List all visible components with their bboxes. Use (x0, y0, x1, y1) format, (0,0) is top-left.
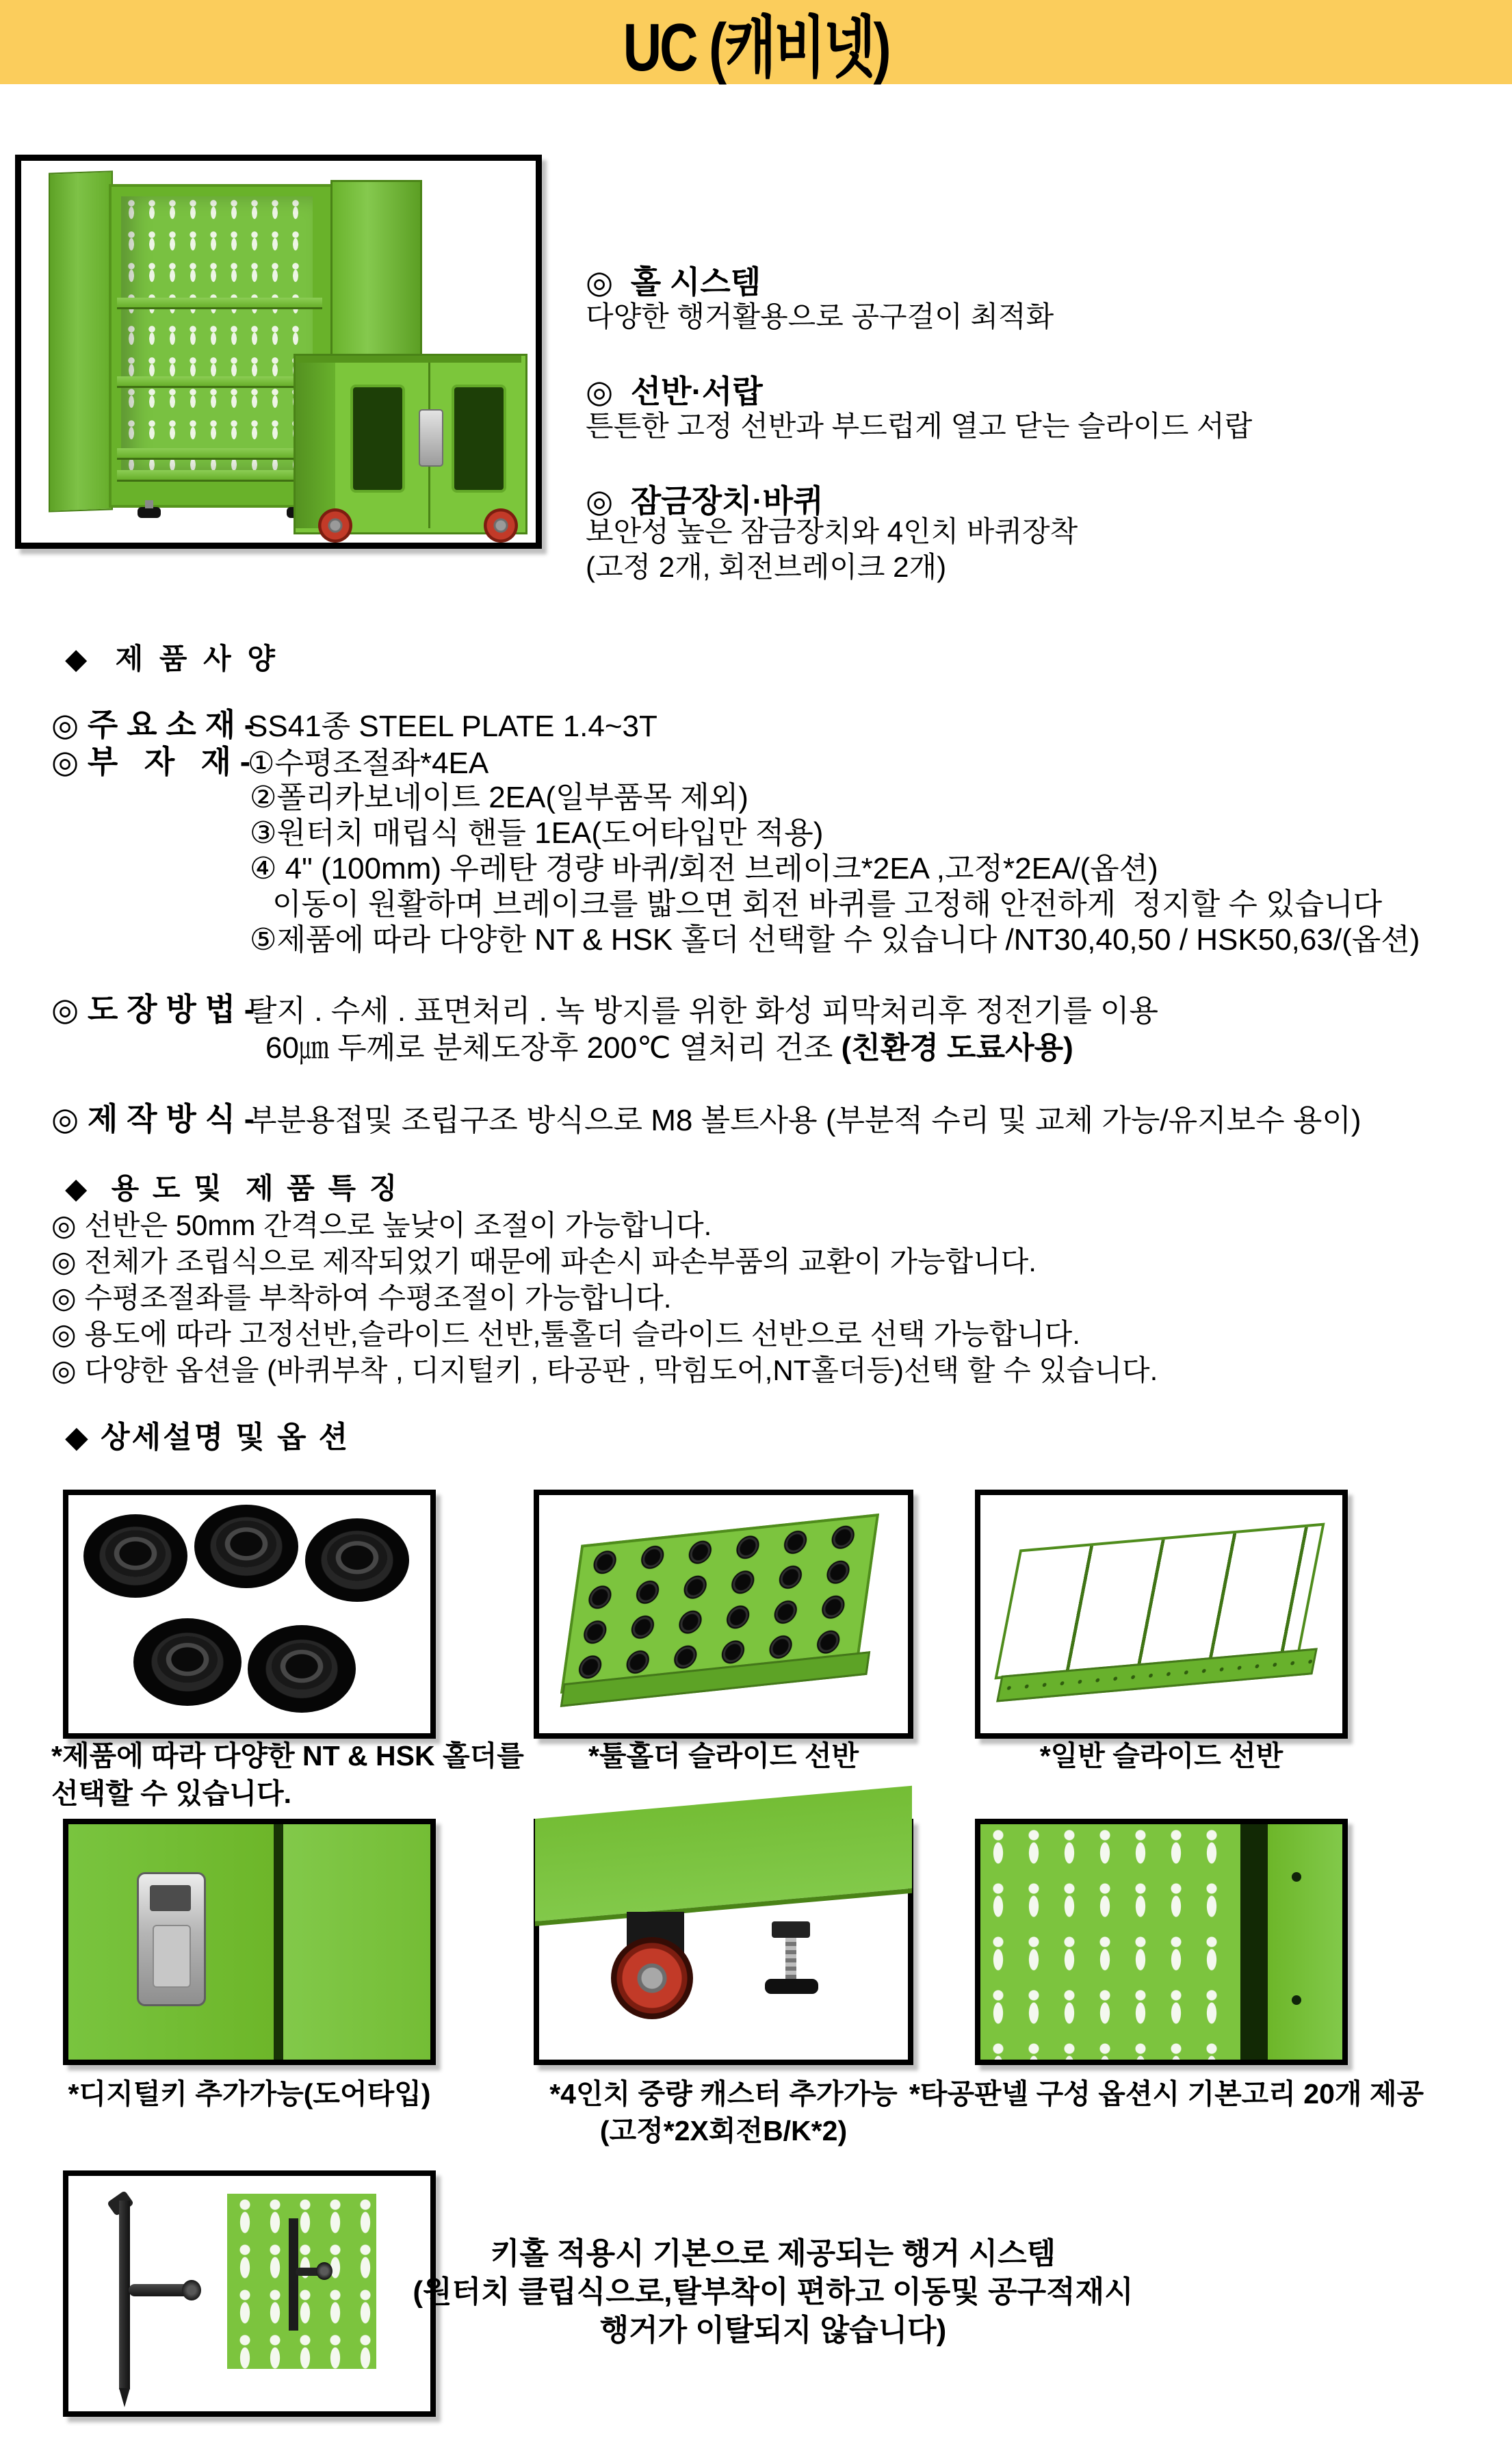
spec-line: ②폴리카보네이트 2EA(일부품목 제외) (250, 781, 748, 814)
spec-value: 부분용접및 조립구조 방식으로 M8 볼트사용 (부분적 수리 및 교체 가능/유지보수 용이) (248, 1104, 1361, 1137)
feature-heading: ◎ 잠금장치·바퀴 (586, 483, 824, 519)
painting-line2: 60㎛ 두께로 분체도장후 200℃ 열처리 건조 (265, 1031, 842, 1065)
usage-item: ◎ 선반은 50mm 간격으로 높낮이 조절이 가능합니다. (51, 1209, 712, 1241)
pegboard-panel (980, 1824, 1240, 2060)
cabinet-bottom-panel (535, 1786, 912, 1926)
product-image-box (15, 155, 542, 549)
hanger-note: 키홀 적용시 기본으로 제공되는 행거 시스템 (490, 2237, 1056, 2270)
usage-item: ◎ 수평조절좌를 부착하여 수평조절이 가능합니다. (51, 1282, 672, 1314)
feature-line: (고정 2개, 회전브레이크 2개) (586, 551, 947, 583)
spec-value: ①수평조절좌*4EA (248, 747, 489, 780)
short-cabinet-side (296, 363, 335, 528)
nt-holder (194, 1505, 298, 1588)
hanger-note: 행거가 이탈되지 않습니다) (599, 2313, 947, 2347)
option-caption: *타공판넬 구성 옵션시 기본고리 20개 제공 (909, 2078, 1424, 2110)
hanger-peg-cap (182, 2280, 201, 2300)
options-section-title: ◆ 상세설명 및 옵 션 (65, 1421, 350, 1454)
lock-keypad (153, 1925, 191, 1988)
hanger-on-board-cap (316, 2262, 333, 2280)
page-header (0, 0, 1512, 84)
option-caption: *툴홀더 슬라이드 선반 (588, 1740, 859, 1772)
caster-wheel (484, 508, 518, 543)
spec-label: ◎ 도 장 방 법 - (51, 991, 255, 1027)
usage-item: ◎ 다양한 옵션을 (바퀴부착 , 디지털키 , 타공판 , 막힘도어,NT홀더등)선택 할 수 있습니다. (51, 1354, 1158, 1386)
panel-gap (1240, 1824, 1268, 2060)
leveling-foot-pad (765, 1979, 818, 1994)
spec-label: ◎ 부 자 재 - (51, 744, 251, 779)
option-caption: *일반 슬라이드 선반 (1039, 1740, 1283, 1772)
short-cabinet (21, 161, 536, 543)
hinge-dot (1292, 1995, 1301, 2005)
nt-holder (248, 1625, 356, 1713)
nt-holder (133, 1618, 242, 1706)
leveling-foot-nut (772, 1921, 810, 1938)
feature-heading: ◎ 홀 시스템 (586, 264, 761, 300)
nt-holder (305, 1518, 409, 1602)
option-caption: *제품에 따라 다양한 NT & HSK 홀더를 (51, 1740, 524, 1772)
option-image-pegboard-panel (975, 1819, 1348, 2065)
painting-line2-bold: (친환경 도료사용) (841, 1031, 1073, 1065)
feature-line: 보안성 높은 잠금장치와 4인치 바퀴장착 (586, 515, 1078, 547)
spec-value: SS41종 STEEL PLATE 1.4~3T (248, 710, 657, 743)
caster-wheel (611, 1937, 693, 2019)
page-title: UC (캐비넷) (623, 10, 889, 85)
pegboard-sample (227, 2194, 376, 2369)
digital-lock (137, 1872, 206, 2006)
door-window (350, 385, 405, 493)
hanger-bar-tip (119, 2388, 130, 2407)
hanger-note: (원터치 클립식으로,탈부착이 편하고 이동및 공구적재시 (413, 2275, 1134, 2309)
caster-wheel (318, 508, 352, 543)
option-image-nt-holders (63, 1490, 436, 1739)
option-image-toolholder-shelf (534, 1490, 913, 1739)
door-window (452, 385, 506, 493)
leveling-foot-stem (785, 1938, 796, 1980)
spec-label: ◎ 제 작 방 식 - (51, 1101, 255, 1137)
hinge-dot (1292, 1872, 1301, 1882)
spec-line (265, 1030, 1073, 1067)
door-edge-panel (1268, 1824, 1342, 2060)
feature-line: 튼튼한 고정 선반과 부드럽게 열고 닫는 슬라이드 서랍 (586, 410, 1253, 442)
option-image-slide-shelf (975, 1490, 1348, 1739)
short-cabinet-body (294, 354, 527, 534)
option-caption: 선택할 수 있습니다. (51, 1778, 292, 1809)
option-caption: *4인치 중량 캐스터 추가가능 (549, 2078, 898, 2110)
spec-line: ④ 4" (100mm) 우레탄 경량 바퀴/회전 브레이크*2EA ,고정*2EA/(옵션) (250, 852, 1158, 885)
option-image-digital-lock (63, 1819, 436, 2065)
nt-holder (83, 1514, 187, 1598)
feature-heading: ◎ 선반·서랍 (586, 374, 763, 409)
usage-item: ◎ 용도에 따라 고정선반,슬라이드 선반,툴홀더 슬라이드 선반으로 선택 가능합니다. (51, 1318, 1080, 1350)
usage-item: ◎ 전체가 조립식으로 제작되었기 때문에 파손시 파손부품의 교환이 가능합니다. (51, 1245, 1037, 1278)
spec-line: ⑤제품에 따라 다양한 NT & HSK 홀더 선택할 수 있습니다 /NT30,40,50 / HSK50,63/(옵션) (250, 923, 1420, 957)
door-gap (274, 1824, 283, 2060)
feature-line: 다양한 행거활용으로 공구걸이 최적화 (586, 300, 1054, 333)
digital-lock (419, 409, 443, 467)
short-cabinet-top (296, 356, 521, 363)
spec-line: ③원터치 매립식 핸들 1EA(도어타입만 적용) (250, 816, 824, 850)
spec-value: 탈지 . 수세 . 표면처리 . 녹 방지를 위한 화성 피막처리후 정전기를 이용 (248, 994, 1158, 1028)
usage-section-title: ◆ 용 도 및 제 품 특 징 (65, 1172, 400, 1204)
option-caption: (고정*2X회전B/K*2) (599, 2115, 848, 2147)
spec-label: ◎ 주 요 소 재 - (51, 707, 255, 742)
spec-line: 이동이 원활하며 브레이크를 밟으면 회전 바퀴를 고정해 안전하게 정지할 수 있습니다 (272, 887, 1383, 921)
door-panel (283, 1824, 430, 2060)
option-image-caster (534, 1819, 913, 2065)
hanger-bar (119, 2201, 130, 2389)
specs-section-title: ◆ 제 품 사 양 (65, 643, 279, 675)
lock-screen (150, 1885, 191, 1911)
option-caption: *디지털키 추가가능(도어타입) (68, 2078, 431, 2110)
